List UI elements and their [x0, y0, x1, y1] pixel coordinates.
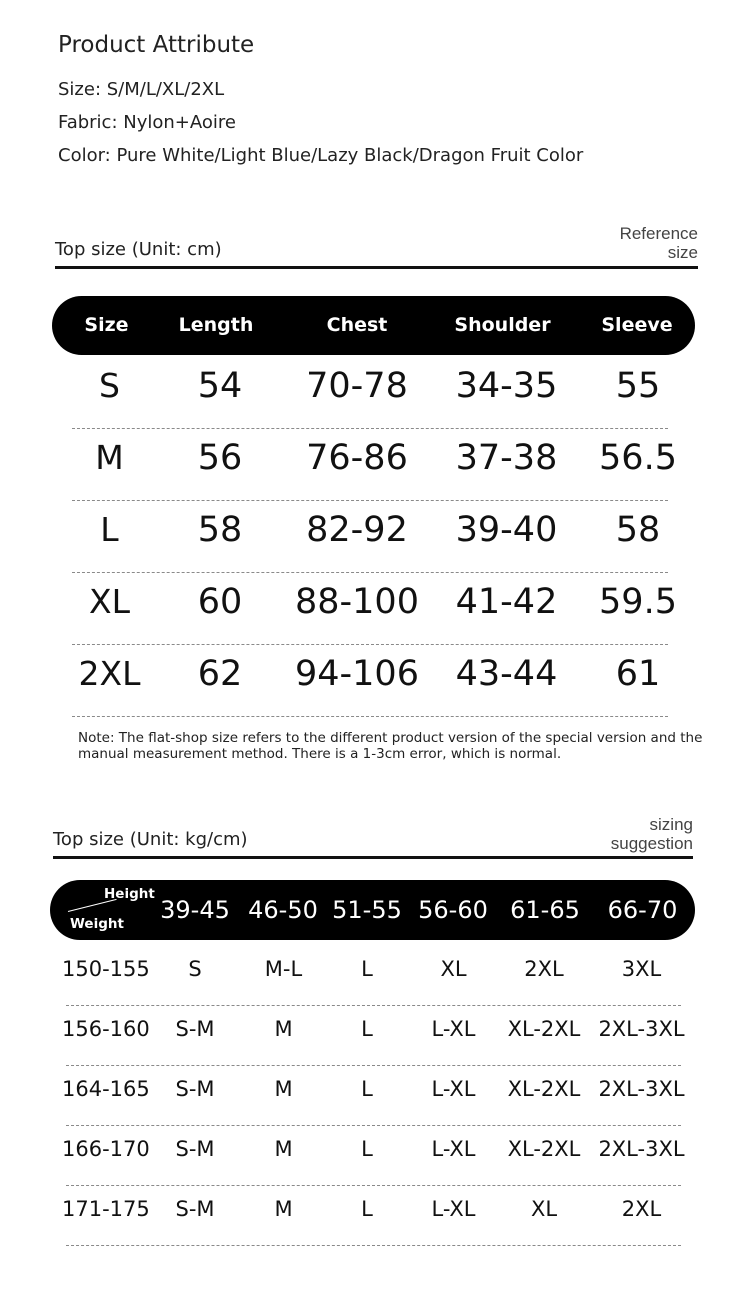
table-row — [62, 945, 681, 1006]
header-size: Size — [84, 314, 129, 336]
cell-size: S — [99, 366, 120, 405]
size-cell: M — [274, 1197, 293, 1221]
cell-length: 60 — [197, 582, 243, 622]
cell-length: 62 — [197, 654, 243, 694]
cell-size: 2XL — [78, 654, 141, 693]
size-cell: M — [274, 1077, 293, 1101]
size-cell: M-L — [264, 957, 303, 981]
table-row — [72, 572, 677, 645]
size-cell: XL-2XL — [507, 1017, 581, 1041]
weight-label: Weight — [70, 916, 124, 932]
cell-shoulder: 39-40 — [455, 510, 558, 550]
size-cell: L — [361, 1197, 373, 1221]
size-cell: L-XL — [431, 1017, 476, 1041]
size-cell: L — [361, 1137, 373, 1161]
header-shoulder: Shoulder — [454, 314, 551, 336]
height-column: 46-50 — [248, 896, 318, 924]
table-row — [72, 428, 677, 501]
size-cell: L — [361, 1077, 373, 1101]
weight-cell: 150-155 — [62, 957, 150, 981]
size-cell: XL — [530, 1197, 558, 1221]
cell-shoulder: 37-38 — [455, 438, 558, 478]
suggestion-table-header-row — [50, 880, 695, 940]
size-cell: 2XL-3XL — [598, 1077, 685, 1101]
size-cell: 2XL — [524, 957, 564, 981]
cell-size: XL — [89, 582, 130, 621]
cell-chest: 76-86 — [306, 438, 408, 478]
weight-cell: 164-165 — [62, 1077, 150, 1101]
table-row — [72, 356, 668, 429]
header-sleeve: Sleeve — [601, 314, 673, 336]
cell-length: 54 — [197, 366, 243, 406]
cell-size: M — [95, 438, 124, 477]
size-table-label: Top size (Unit: cm) — [55, 239, 222, 260]
reference-size-note-line1: Reference — [619, 224, 698, 243]
size-cell: S-M — [175, 1017, 215, 1041]
reference-size-note-line2: size — [667, 243, 698, 262]
suggestion-table-label: Top size (Unit: kg/cm) — [53, 829, 248, 850]
height-column: 51-55 — [332, 896, 402, 924]
attribute-fabric: Fabric: Nylon+Aoire — [58, 112, 236, 133]
size-cell: XL — [440, 957, 467, 981]
weight-cell: 171-175 — [62, 1197, 150, 1221]
height-column: 61-65 — [510, 896, 580, 924]
size-cell: M — [274, 1017, 293, 1041]
size-cell: 2XL — [621, 1197, 662, 1221]
cell-length: 56 — [197, 438, 243, 478]
attributes-title: Product Attribute — [58, 32, 255, 58]
measurement-note: Note: The flat-shop size refers to the different product version of the special version and the manual measurement method. There is a 1-3cm error, which is normal. — [78, 730, 703, 762]
size-cell: S-M — [175, 1137, 215, 1161]
size-cell: L-XL — [431, 1077, 476, 1101]
height-column: 66-70 — [607, 896, 678, 924]
cell-shoulder: 34-35 — [455, 366, 558, 406]
table-row — [62, 1065, 685, 1126]
cell-chest: 94-106 — [295, 654, 419, 694]
size-cell: L-XL — [431, 1137, 476, 1161]
cell-sleeve: 61 — [615, 654, 661, 694]
size-cell: S-M — [175, 1077, 215, 1101]
height-label: Height — [104, 886, 155, 902]
header-divider — [68, 899, 117, 912]
table-row — [72, 500, 668, 573]
height-column: 56-60 — [418, 896, 488, 924]
size-cell: M — [274, 1137, 293, 1161]
reference-size-note — [620, 224, 698, 262]
cell-chest: 88-100 — [295, 582, 419, 622]
header-length: Length — [178, 314, 254, 336]
cell-chest: 82-92 — [306, 510, 408, 550]
cell-shoulder: 43-44 — [455, 654, 558, 694]
product-attributes — [58, 30, 583, 172]
size-table-header-row — [52, 296, 695, 355]
size-cell: L — [361, 1017, 373, 1041]
attribute-size: Size: S/M/L/XL/2XL — [58, 79, 225, 100]
size-cell: S-M — [175, 1197, 215, 1221]
size-cell: 3XL — [621, 957, 662, 981]
cell-sleeve: 56.5 — [599, 438, 677, 478]
size-cell: XL-2XL — [507, 1137, 581, 1161]
cell-sleeve: 59.5 — [599, 582, 677, 622]
cell-chest: 70-78 — [306, 366, 408, 406]
size-cell: L — [361, 957, 373, 981]
size-cell: L-XL — [431, 1197, 476, 1221]
attribute-color: Color: Pure White/Light Blue/Lazy Black/Dragon Fruit Color — [58, 145, 584, 166]
cell-sleeve: 58 — [615, 510, 661, 550]
size-cell: 2XL-3XL — [598, 1017, 685, 1041]
table-row — [62, 1125, 685, 1186]
table-row — [72, 644, 668, 717]
height-column: 39-45 — [160, 896, 230, 924]
size-cell: 2XL-3XL — [598, 1137, 685, 1161]
cell-length: 58 — [197, 510, 243, 550]
suggestion-table-header — [53, 800, 693, 859]
header-chest: Chest — [326, 314, 388, 336]
sizing-suggestion-note — [611, 815, 693, 853]
cell-shoulder: 41-42 — [455, 582, 558, 622]
sizing-suggestion-note-line1: sizing — [649, 815, 693, 834]
weight-cell: 156-160 — [62, 1017, 150, 1041]
cell-size: L — [100, 510, 119, 549]
weight-cell: 166-170 — [62, 1137, 150, 1161]
size-cell: S — [188, 957, 202, 981]
table-row — [62, 1005, 685, 1066]
size-cell: XL-2XL — [507, 1077, 581, 1101]
size-table-header — [55, 205, 698, 269]
cell-sleeve: 55 — [615, 366, 661, 406]
table-row — [62, 1185, 681, 1246]
sizing-suggestion-note-line2: suggestion — [610, 834, 693, 853]
